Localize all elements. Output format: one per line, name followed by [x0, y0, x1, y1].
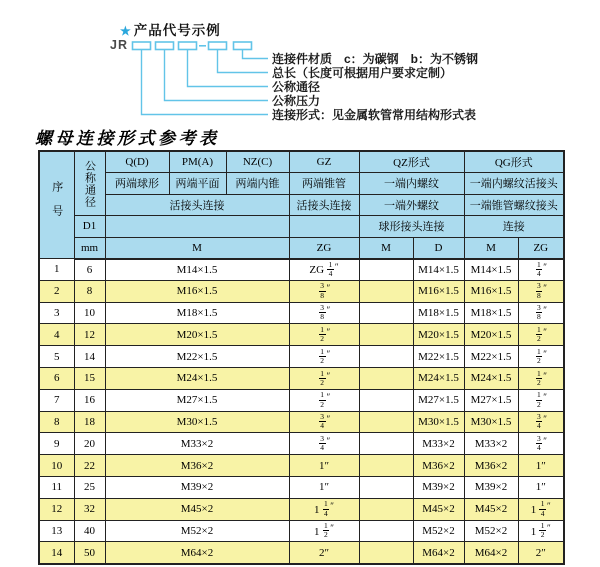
header-qz-unit-m: M	[359, 237, 413, 259]
code-box-4	[209, 42, 227, 50]
cell-gz-zg: 1″	[289, 476, 359, 498]
cell-qg-zg: $\frac{1}{2}$ ″	[518, 389, 564, 411]
cell-qg-m: M22×1.5	[464, 346, 518, 368]
cell-qz-m	[359, 411, 413, 433]
cell-gz-zg: $\frac{3}{4}$ ″	[289, 433, 359, 455]
cell-dn: 32	[74, 498, 105, 520]
cell-dn: 15	[74, 367, 105, 389]
header-qg-unit-zg: ZG	[518, 237, 564, 259]
code-label-connection: 连接形式：见金属软管常用结构形式表	[272, 108, 477, 122]
cell-qg-m: M16×1.5	[464, 280, 518, 302]
header-qz-code: QZ形式	[359, 151, 464, 173]
code-box-5	[234, 42, 252, 50]
header-qz-unit-d: D	[413, 237, 464, 259]
cell-gz-zg: 1 $\frac{1}{2}$ ″	[289, 520, 359, 542]
cell-qg-zg: $\frac{1}{4}$ ″	[518, 259, 564, 281]
table-row	[39, 389, 564, 411]
cell-qz-m	[359, 455, 413, 477]
cell-qz-m	[359, 520, 413, 542]
cell-qz-d: M39×2	[413, 476, 464, 498]
cell-dn: 12	[74, 324, 105, 346]
code-prefix: JR	[110, 38, 128, 52]
cell-qz-d: M30×1.5	[413, 411, 464, 433]
cell-gz-zg: $\frac{1}{2}$ ″	[289, 346, 359, 368]
header-gz-desc: 两端锥管	[289, 173, 359, 195]
cell-thread-m: M18×1.5	[105, 302, 289, 324]
cell-qz-m	[359, 542, 413, 564]
header-qz-desc2: 一端外螺纹	[359, 194, 464, 216]
table-row	[39, 411, 564, 433]
cell-qg-zg: 1″	[518, 476, 564, 498]
code-label-pressure: 公称压力	[272, 94, 321, 108]
cell-thread-m: M45×2	[105, 498, 289, 520]
cell-qz-d: M52×2	[413, 520, 464, 542]
header-unit-zg: ZG	[289, 237, 359, 259]
cell-qz-d: M64×2	[413, 542, 464, 564]
cell-dn: 8	[74, 280, 105, 302]
cell-thread-m: M20×1.5	[105, 324, 289, 346]
cell-gz-zg: $\frac{1}{2}$ ″	[289, 324, 359, 346]
table-row	[39, 324, 564, 346]
header-pm-desc: 两端平面	[169, 173, 226, 195]
header-row-4	[39, 216, 564, 238]
cell-thread-m: M52×2	[105, 520, 289, 542]
header-union-connection: 活接头连接	[105, 194, 289, 216]
cell-thread-m: M27×1.5	[105, 389, 289, 411]
table-row	[39, 498, 564, 520]
cell-gz-zg: $\frac{3}{4}$ ″	[289, 411, 359, 433]
cell-qz-d: M33×2	[413, 433, 464, 455]
cell-thread-m: M39×2	[105, 476, 289, 498]
cell-qg-zg: $\frac{3}{8}$ ″	[518, 280, 564, 302]
connector-line-1	[243, 50, 269, 59]
cell-thread-m: M30×1.5	[105, 411, 289, 433]
cell-gz-zg: ZG $\frac{1}{4}$ ″	[289, 259, 359, 281]
cell-gz-zg: 1″	[289, 455, 359, 477]
cell-qg-m: M30×1.5	[464, 411, 518, 433]
header-gz-connection: 活接头连接	[289, 194, 359, 216]
code-box-3	[179, 42, 197, 50]
cell-seq: 8	[39, 411, 74, 433]
cell-seq: 10	[39, 455, 74, 477]
header-mm: mm	[74, 237, 105, 259]
cell-qg-zg: $\frac{3}{4}$ ″	[518, 433, 564, 455]
cell-qz-m	[359, 498, 413, 520]
cell-qg-m: M18×1.5	[464, 302, 518, 324]
cell-thread-m: M14×1.5	[105, 259, 289, 281]
header-qg-code: QG形式	[464, 151, 564, 173]
code-label-material: 连接件材质 c：为碳钢 b：为不锈钢	[272, 52, 479, 66]
cell-dn: 16	[74, 389, 105, 411]
table-row	[39, 476, 564, 498]
cell-seq: 14	[39, 542, 74, 564]
cell-qz-m	[359, 302, 413, 324]
cell-qg-m: M39×2	[464, 476, 518, 498]
table-row	[39, 520, 564, 542]
cell-qz-m	[359, 346, 413, 368]
cell-seq: 13	[39, 520, 74, 542]
cell-thread-m: M33×2	[105, 433, 289, 455]
cell-qg-m: M27×1.5	[464, 389, 518, 411]
cell-qg-m: M64×2	[464, 542, 518, 564]
cell-seq: 4	[39, 324, 74, 346]
cell-qg-zg: $\frac{1}{2}$ ″	[518, 324, 564, 346]
cell-dn: 6	[74, 259, 105, 281]
cell-qz-m	[359, 389, 413, 411]
cell-qg-zg: $\frac{3}{4}$ ″	[518, 411, 564, 433]
cell-gz-zg: $\frac{3}{8}$ ″	[289, 280, 359, 302]
cell-dn: 40	[74, 520, 105, 542]
header-qg-desc1: 一端内螺纹活接头	[464, 173, 564, 195]
header-qg-desc2: 一端锥管螺纹接头	[464, 194, 564, 216]
cell-qz-m	[359, 367, 413, 389]
cell-thread-m: M22×1.5	[105, 346, 289, 368]
cell-qz-d: M22×1.5	[413, 346, 464, 368]
cell-thread-m: M24×1.5	[105, 367, 289, 389]
cell-qz-d: M24×1.5	[413, 367, 464, 389]
table-row	[39, 259, 564, 281]
cell-qg-zg: 1 $\frac{1}{2}$ ″	[518, 520, 564, 542]
header-row-3	[39, 194, 564, 216]
header-qz-desc1: 一端内螺纹	[359, 173, 464, 195]
table-row	[39, 280, 564, 302]
cell-dn: 10	[74, 302, 105, 324]
header-d1: D1	[74, 216, 105, 238]
cell-qg-m: M36×2	[464, 455, 518, 477]
connector-line-5	[142, 50, 269, 115]
cell-qz-d: M20×1.5	[413, 324, 464, 346]
cell-qz-d: M18×1.5	[413, 302, 464, 324]
cell-seq: 5	[39, 346, 74, 368]
table-row	[39, 346, 564, 368]
cell-thread-m: M16×1.5	[105, 280, 289, 302]
cell-qz-m	[359, 280, 413, 302]
cell-qz-m	[359, 476, 413, 498]
product-code-example-label: 产品代号示例	[133, 23, 221, 38]
connector-line-3	[188, 50, 269, 87]
header-qg-unit-m: M	[464, 237, 518, 259]
cell-qg-zg: $\frac{3}{8}$ ″	[518, 302, 564, 324]
star-icon: ★	[120, 24, 132, 38]
cell-dn: 25	[74, 476, 105, 498]
cell-qz-m	[359, 324, 413, 346]
table-row	[39, 433, 564, 455]
header-q-desc: 两端球形	[105, 173, 169, 195]
header-row-2	[39, 173, 564, 195]
cell-qz-d: M14×1.5	[413, 259, 464, 281]
cell-qz-d: M36×2	[413, 455, 464, 477]
cell-qg-zg: 1″	[518, 455, 564, 477]
cell-dn: 20	[74, 433, 105, 455]
cell-qz-d: M16×1.5	[413, 280, 464, 302]
cell-dn: 50	[74, 542, 105, 564]
cell-qg-m: M24×1.5	[464, 367, 518, 389]
header-qg-connection: 连接	[464, 216, 564, 238]
table-row	[39, 367, 564, 389]
table-row	[39, 455, 564, 477]
connector-line-4	[165, 50, 269, 101]
cell-qz-d: M27×1.5	[413, 389, 464, 411]
cell-qg-m: M20×1.5	[464, 324, 518, 346]
cell-thread-m: M36×2	[105, 455, 289, 477]
cell-gz-zg: $\frac{1}{2}$ ″	[289, 389, 359, 411]
cell-dn: 14	[74, 346, 105, 368]
header-row-1	[39, 151, 564, 173]
code-box-1	[133, 42, 151, 50]
header-seq: 序号	[39, 151, 74, 259]
cell-qz-d: M45×2	[413, 498, 464, 520]
cell-seq: 1	[39, 259, 74, 281]
header-nz-code: NZ(C)	[226, 151, 289, 173]
cell-gz-zg: $\frac{1}{2}$ ″	[289, 367, 359, 389]
table-row	[39, 302, 564, 324]
cell-seq: 12	[39, 498, 74, 520]
cell-dn: 18	[74, 411, 105, 433]
header-dn: 公称通径	[74, 151, 105, 216]
table-title: 螺母连接形式参考表	[35, 129, 220, 149]
header-unit-m: M	[105, 237, 289, 259]
cell-qg-m: M45×2	[464, 498, 518, 520]
cell-qg-zg: $\frac{1}{2}$ ″	[518, 346, 564, 368]
header-pm-code: PM(A)	[169, 151, 226, 173]
code-label-diameter: 公称通径	[272, 80, 321, 94]
cell-qg-m: M52×2	[464, 520, 518, 542]
cell-qz-m	[359, 433, 413, 455]
cell-seq: 9	[39, 433, 74, 455]
code-label-length: 总长（长度可根据用户要求定制）	[272, 66, 453, 80]
header-qz-connection: 球形接头连接	[359, 216, 464, 238]
table-row	[39, 542, 564, 564]
cell-seq: 11	[39, 476, 74, 498]
cell-gz-zg: $\frac{3}{8}$ ″	[289, 302, 359, 324]
cell-gz-zg: 1 $\frac{1}{4}$ ″	[289, 498, 359, 520]
cell-seq: 6	[39, 367, 74, 389]
code-box-2	[156, 42, 174, 50]
cell-seq: 7	[39, 389, 74, 411]
cell-gz-zg: 2″	[289, 542, 359, 564]
header-blank-qpn	[105, 216, 289, 238]
cell-dn: 22	[74, 455, 105, 477]
header-gz-code: GZ	[289, 151, 359, 173]
header-q-code: Q(D)	[105, 151, 169, 173]
nut-connection-table	[38, 150, 565, 565]
cell-qz-m	[359, 259, 413, 281]
cell-qg-m: M14×1.5	[464, 259, 518, 281]
cell-qg-zg: $\frac{1}{2}$ ″	[518, 367, 564, 389]
cell-qg-zg: 2″	[518, 542, 564, 564]
cell-qg-m: M33×2	[464, 433, 518, 455]
cell-seq: 3	[39, 302, 74, 324]
header-nz-desc: 两端内锥	[226, 173, 289, 195]
cell-qg-zg: 1 $\frac{1}{4}$ ″	[518, 498, 564, 520]
cell-seq: 2	[39, 280, 74, 302]
cell-thread-m: M64×2	[105, 542, 289, 564]
header-row-5	[39, 237, 564, 259]
header-blank-gz	[289, 216, 359, 238]
